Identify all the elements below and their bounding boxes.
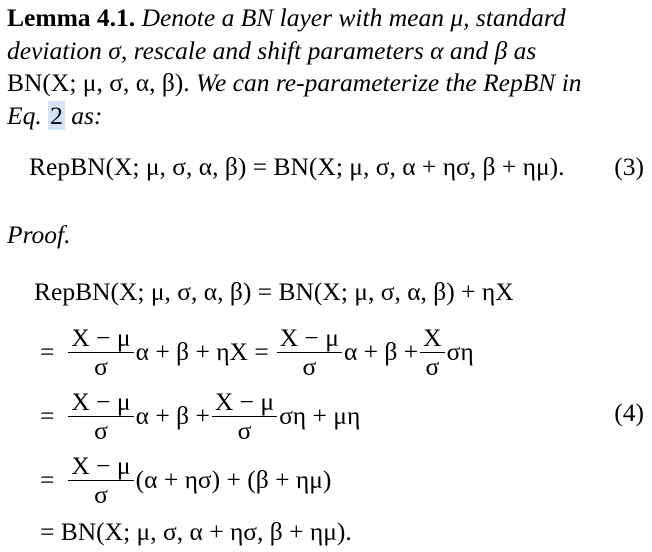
fraction-numerator: X − μ — [279, 322, 339, 352]
eq-prefix: Eq. — [7, 100, 42, 130]
fraction-numerator: X — [423, 322, 442, 352]
equation-4-row-1 — [34, 262, 514, 322]
fraction-denominator: σ — [94, 415, 108, 445]
equation-4-row-4 — [40, 450, 331, 510]
fraction-denominator: σ — [425, 351, 440, 381]
fraction — [277, 324, 342, 381]
fraction — [68, 324, 133, 381]
fraction — [212, 388, 277, 445]
equals-sign: = — [40, 401, 55, 430]
fraction-denominator: σ — [237, 415, 252, 445]
equation-4-row-3 — [40, 386, 360, 446]
equation-reference-link[interactable]: 2 — [50, 100, 63, 130]
fraction-denominator: σ — [94, 479, 108, 509]
fraction-numerator: X − μ — [71, 322, 131, 352]
fraction-numerator: X − μ — [71, 450, 131, 480]
fraction-denominator: σ — [302, 351, 317, 381]
lemma-line-2: deviation σ, rescale and shift parameters α and β as — [7, 35, 537, 65]
expression-text: (α + ησ) + (β + ημ) — [135, 465, 332, 494]
equals-sign: = — [40, 337, 55, 366]
proof-label: Proof. — [7, 220, 71, 249]
equation-4-row-2 — [40, 322, 474, 382]
lemma-line-3 — [7, 67, 645, 100]
lemma-text: Denote a BN layer with mean μ, standard — [141, 3, 566, 32]
equation-3-number: (3) — [614, 152, 644, 181]
expression-text: ση + μη — [279, 401, 361, 430]
equals-sign: = — [40, 465, 55, 494]
expression-text: α + β + — [343, 337, 419, 366]
lemma-text: We can re-parameterize the RepBN in — [196, 68, 582, 97]
equation-4-row-1-text: RepBN(X; μ, σ, α, β) = BN(X; μ, σ, α, β) + ηX — [34, 277, 514, 306]
lemma-statement — [7, 2, 645, 132]
lemma-heading: Lemma 4.1. — [7, 3, 136, 32]
equation-3-body: RepBN(X; μ, σ, α, β) = BN(X; μ, σ, α + ησ, β + ημ). — [29, 152, 565, 181]
fraction — [420, 324, 444, 381]
equation-4-number: (4) — [614, 398, 644, 427]
lemma-line-4 — [7, 100, 645, 133]
equation-4-row-5-text: = BN(X; μ, σ, α + ησ, β + ημ). — [40, 517, 352, 546]
lemma-bn-notation: BN(X; μ, σ, α, β). — [7, 68, 190, 97]
equation-4-row-5 — [40, 502, 352, 552]
fraction — [68, 452, 133, 509]
expression-text: α + β + — [135, 401, 210, 430]
lemma-line-1 — [7, 2, 645, 35]
expression-text: α + β + ηX = — [135, 337, 269, 366]
fraction-numerator: X − μ — [71, 386, 131, 416]
fraction — [68, 388, 133, 445]
fraction-denominator: σ — [94, 351, 108, 381]
fraction-numerator: X − μ — [214, 386, 275, 416]
lemma-text: as: — [71, 100, 103, 130]
expression-text: ση — [446, 337, 474, 366]
